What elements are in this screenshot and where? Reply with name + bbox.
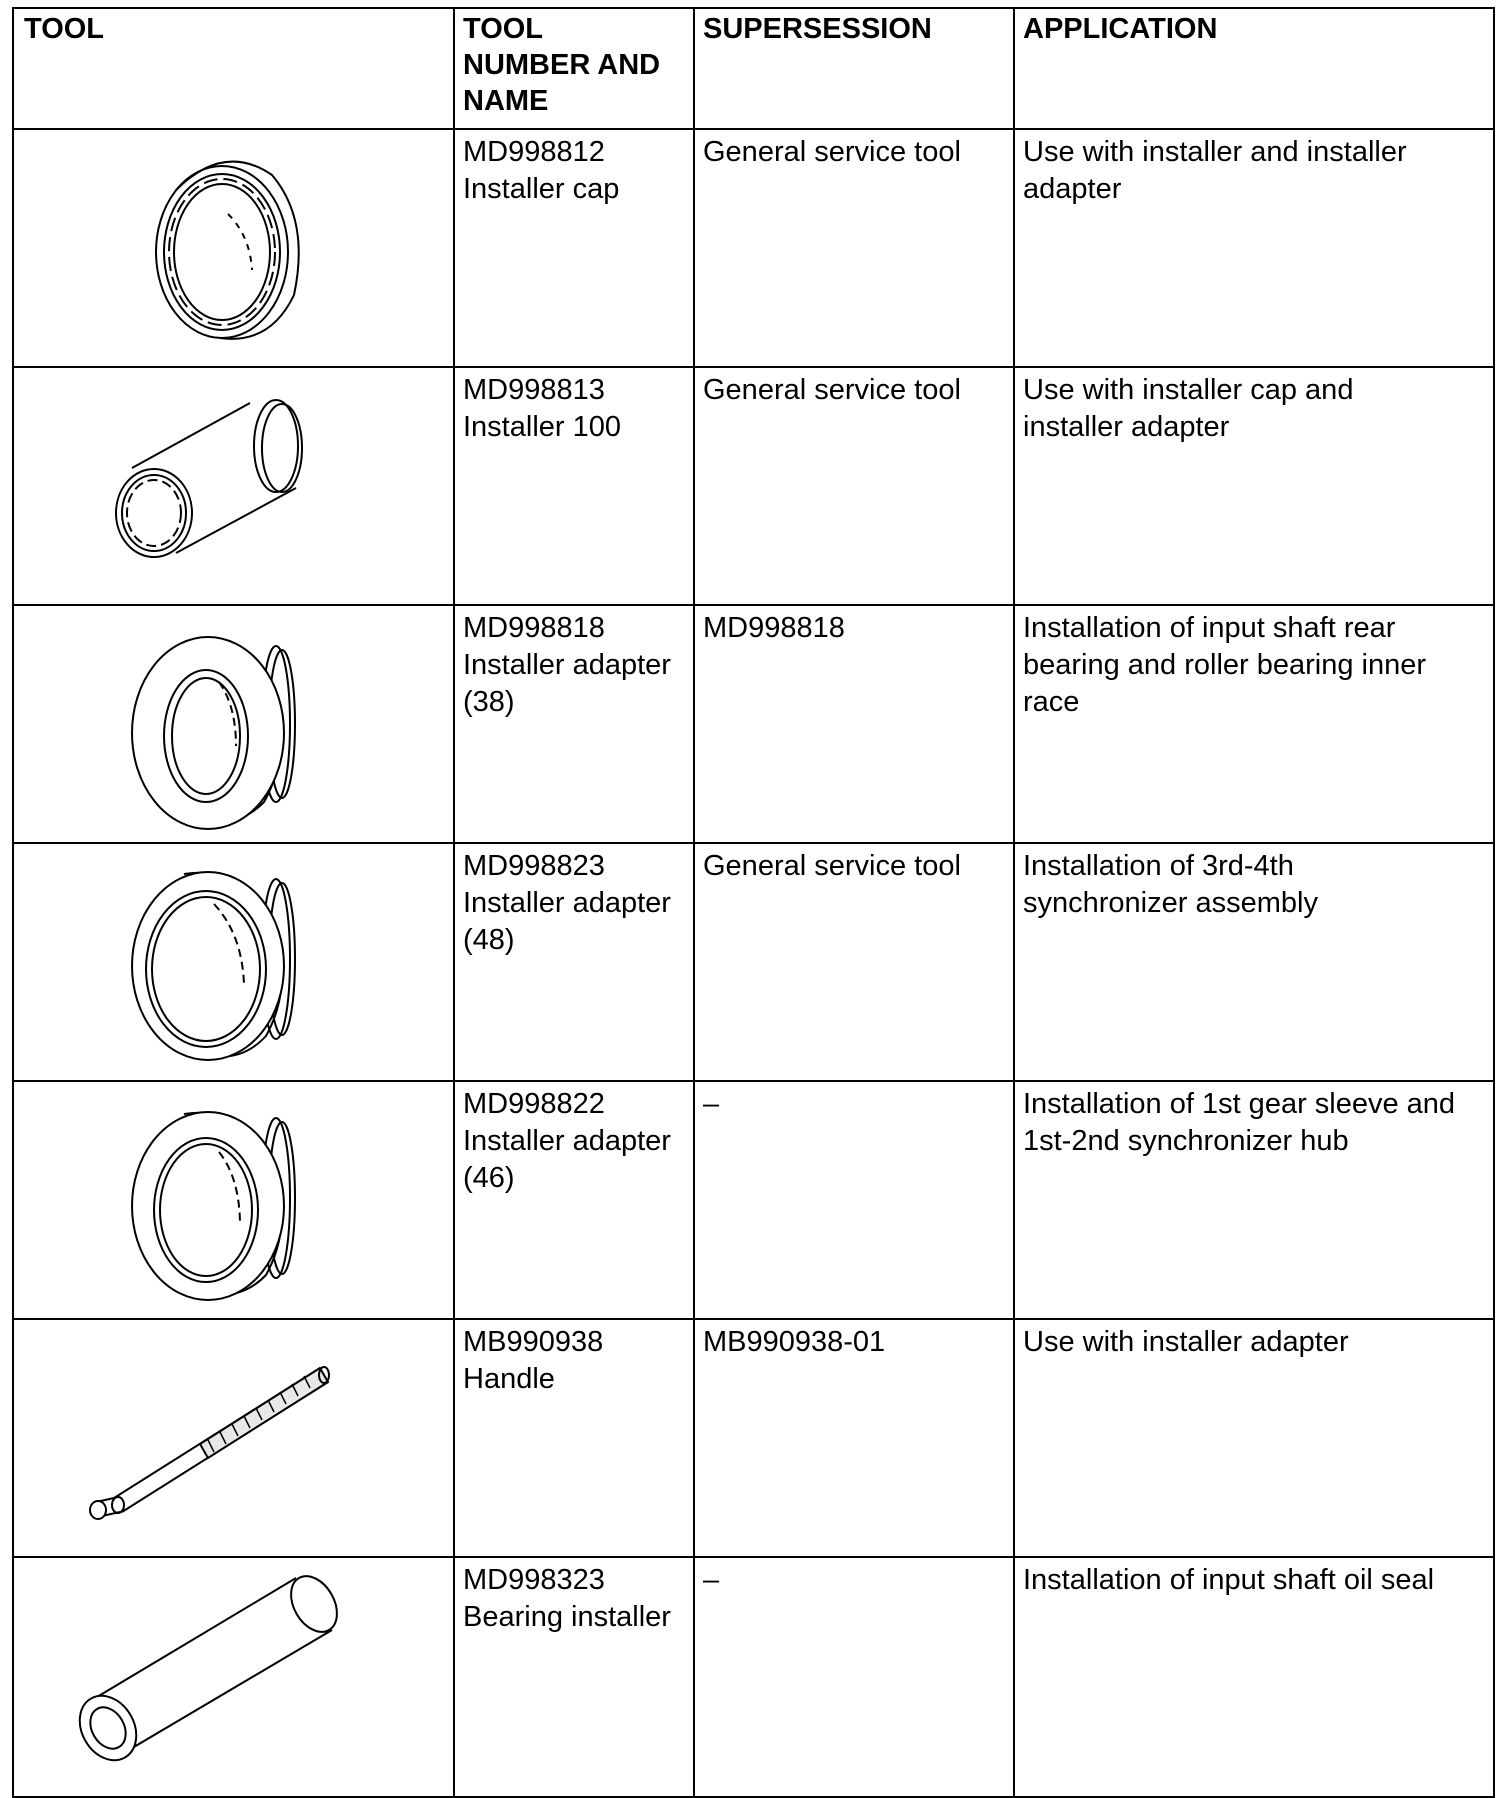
- table-row: [13, 605, 1494, 843]
- table-row: [13, 1319, 1494, 1557]
- tool-number-name-cell: [454, 367, 694, 605]
- tool-number: MD998818: [463, 612, 605, 644]
- table-row: [13, 129, 1494, 367]
- tool-name: Installer 100: [463, 411, 621, 443]
- tool-illustration-cell: [13, 605, 454, 843]
- tool-number-name-cell: [454, 1081, 694, 1319]
- tool-illustration-cell: [13, 367, 454, 605]
- tool-number-name-cell: [454, 129, 694, 367]
- special-tools-table: [12, 7, 1495, 1798]
- tool-name: Installer cap: [463, 173, 620, 205]
- application-cell: Use with installer cap and installer adapter: [1014, 367, 1494, 605]
- tool-name-size: (38): [463, 686, 515, 718]
- supersession-cell: MB990938-01: [694, 1319, 1014, 1557]
- tool-name-size: (48): [463, 924, 515, 956]
- tool-number-name-cell: [454, 843, 694, 1081]
- supersession-cell: –: [694, 1557, 1014, 1797]
- tool-number: MD998822: [463, 1088, 605, 1120]
- installer-adapter-46-icon: [14, 1082, 455, 1320]
- application-cell: Installation of 1st gear sleeve and 1st-2nd synchronizer hub: [1014, 1081, 1494, 1319]
- supersession-cell: General service tool: [694, 367, 1014, 605]
- tool-number-name-cell: [454, 605, 694, 843]
- tool-illustration-cell: [13, 1319, 454, 1557]
- tool-number-name-cell: [454, 1319, 694, 1557]
- header-supersession: SUPERSESSION: [694, 8, 1014, 129]
- application-cell: Use with installer and installer adapter: [1014, 129, 1494, 367]
- application-cell: Installation of input shaft oil seal: [1014, 1557, 1494, 1797]
- tool-number-name-cell: [454, 1557, 694, 1797]
- bearing-installer-icon: [14, 1558, 455, 1798]
- table-row: [13, 843, 1494, 1081]
- tool-name: Installer adapter: [463, 1125, 671, 1157]
- tool-name: Installer adapter: [463, 887, 671, 919]
- tool-illustration-cell: [13, 843, 454, 1081]
- application-cell: Installation of input shaft rear bearing and roller bearing inner race: [1014, 605, 1494, 843]
- supersession-cell: –: [694, 1081, 1014, 1319]
- tool-name: Bearing installer: [463, 1601, 671, 1633]
- supersession-cell: General service tool: [694, 843, 1014, 1081]
- header-application: APPLICATION: [1014, 8, 1494, 129]
- tool-illustration-cell: [13, 129, 454, 367]
- header-row: [13, 8, 1494, 129]
- tool-name: Installer adapter: [463, 649, 671, 681]
- installer-adapter-38-icon: [14, 606, 455, 844]
- handle-icon: [14, 1320, 455, 1558]
- tool-illustration-cell: [13, 1557, 454, 1797]
- tool-number: MD998813: [463, 374, 605, 406]
- tool-number: MD998823: [463, 850, 605, 882]
- installer-cap-icon: [14, 130, 455, 368]
- supersession-cell: General service tool: [694, 129, 1014, 367]
- application-cell: Use with installer adapter: [1014, 1319, 1494, 1557]
- application-cell: Installation of 3rd-4th synchronizer assembly: [1014, 843, 1494, 1081]
- header-tool-number-and-name: TOOL NUMBER AND NAME: [454, 8, 694, 129]
- table-row: [13, 367, 1494, 605]
- tool-number: MD998812: [463, 136, 605, 168]
- tool-number: MB990938: [463, 1326, 604, 1358]
- supersession-cell: MD998818: [694, 605, 1014, 843]
- tool-name-size: (46): [463, 1162, 515, 1194]
- tool-number: MD998323: [463, 1564, 605, 1596]
- tool-name: Handle: [463, 1363, 555, 1395]
- installer-100-icon: [14, 368, 455, 606]
- tool-illustration-cell: [13, 1081, 454, 1319]
- header-tool: TOOL: [13, 8, 454, 129]
- table-row: [13, 1557, 1494, 1797]
- installer-adapter-48-icon: [14, 844, 455, 1082]
- table-row: [13, 1081, 1494, 1319]
